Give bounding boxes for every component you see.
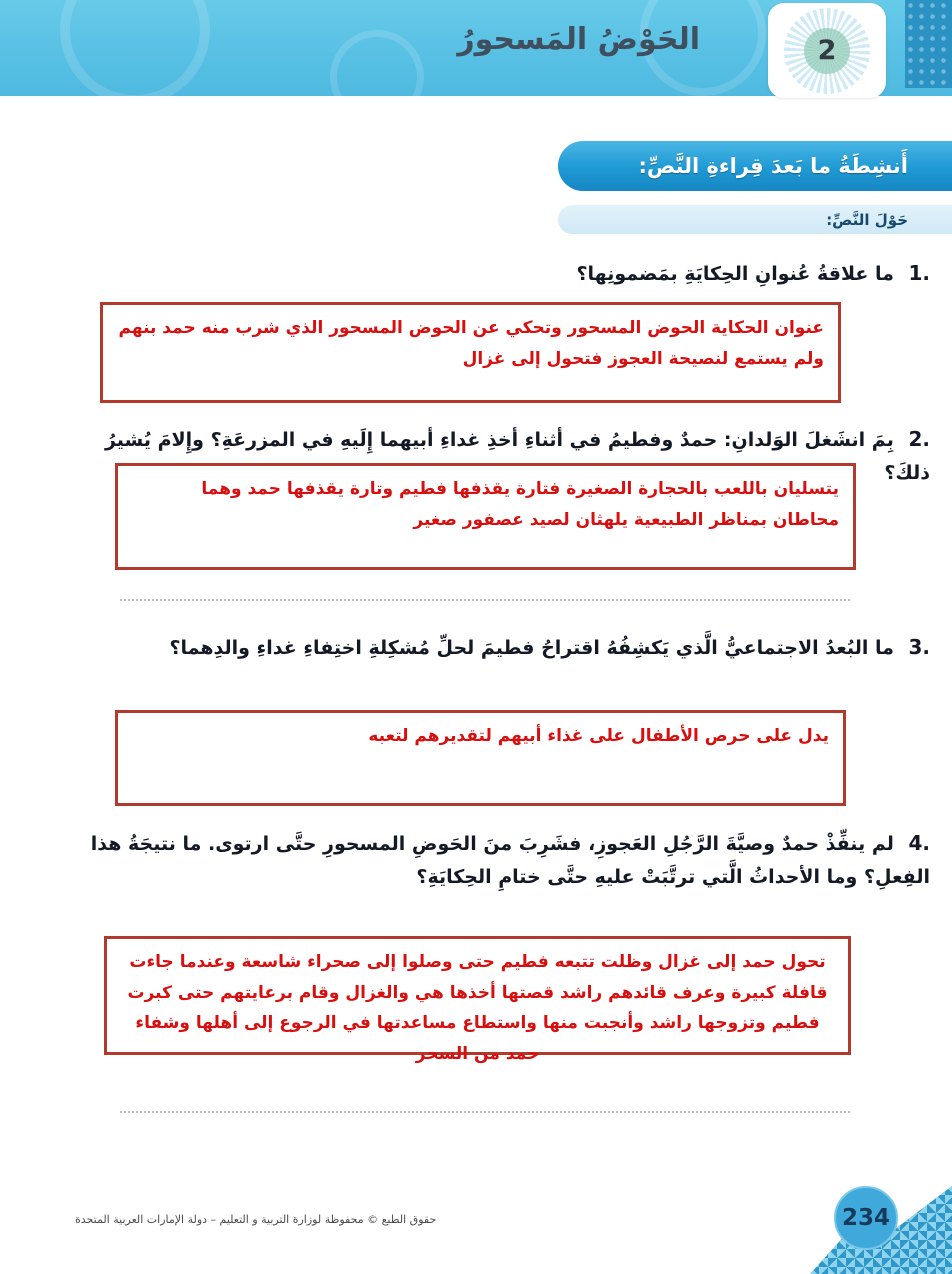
activities-banner-label: أَنشِطَةُ ما بَعدَ قِراءةِ النَّصِّ: bbox=[638, 154, 908, 178]
about-text-label: حَوْلَ النَّصِّ: bbox=[826, 210, 908, 229]
question-3 bbox=[58, 630, 930, 665]
answer-box-1 bbox=[100, 302, 841, 403]
question-number: 4. bbox=[908, 831, 930, 855]
lesson-number-badge bbox=[768, 3, 886, 98]
page-number-badge bbox=[834, 1186, 898, 1250]
question-number: 3. bbox=[908, 635, 930, 659]
answer-box-2 bbox=[115, 463, 856, 570]
answer-box-3 bbox=[115, 710, 846, 806]
answer-box-4 bbox=[104, 936, 851, 1064]
question-number: 1. bbox=[908, 261, 930, 285]
about-text-bar bbox=[558, 205, 952, 234]
question-text: بِمَ انشَغلَ الوَلدانِ: حمدٌ وفطيمُ في أثناءِ أخذِ غداءِ أبيهما إِلَيهِ في المزرعَةِ؟ وإِلامَ يُشيرُ ذلكَ؟ bbox=[104, 429, 930, 485]
answer-text: عنوان الحكاية الحوض المسحور وتحكي عن الحوض المسحور الذي شرب منه حمد بنهم ولم يستمع لنصيحة العجوز فتحول إلى غزال bbox=[118, 318, 824, 369]
question-text: لم ينفِّذْ حمدٌ وصيَّةَ الرَّجُلِ العَجوزِ، فشَرِبَ منَ الحَوضِ المسحورِ حتَّى ارتوى. ما نتيجَةُ هذا الفِعلِ؟ وما الأحداثُ الَّتي ترتَّبَتْ عليهِ حتَّى ختامِ الحِكايَةِ؟ bbox=[90, 833, 930, 889]
answer-text: يتسليان باللعب بالحجارة الصغيرة فتارة يقذفها فطيم وتارة يقذفها حمد وهما محاطان بمناظر الطبيعية يلهثان لصيد عصفور صغير bbox=[201, 479, 839, 530]
question-1 bbox=[58, 256, 930, 291]
lesson-number-circle bbox=[804, 28, 850, 74]
answer-text: تحول حمد إلى غزال وظلت تتبعه فطيم حتى وصلوا إلى صحراء شاسعة وعندما جاءت قافلة كبيرة وعرف قائدهم راشد قصتها أخذها هي والغزال وقام برعايتهم حتى كبرت فطيم وتزوجها راشد وأنجبت منها واستطاع مساعدتها في الرجوع إلى أهلها وشفاء حمد من السحر bbox=[127, 952, 828, 1064]
activities-banner bbox=[558, 141, 952, 191]
page-title: الحَوْضُ المَسحورُ bbox=[457, 22, 700, 57]
question-4 bbox=[58, 826, 930, 895]
ring-decoration bbox=[60, 0, 210, 105]
question-text: ما علاقةُ عُنوانِ الحِكايَةِ بمَضمونِها؟ bbox=[576, 263, 894, 285]
page-number: 234 bbox=[841, 1205, 890, 1231]
sunburst-decoration bbox=[784, 8, 870, 94]
copyright-notice: حقوق الطبع © محفوظة لوزارة التربية و التعليم – دولة الإمارات العربية المتحدة bbox=[75, 1213, 437, 1226]
corner-pattern-top bbox=[905, 0, 952, 88]
lesson-number: 2 bbox=[817, 35, 837, 66]
answer-text: يدل على حرص الأطفال على غذاء أبيهم لتقديرهم لتعبه bbox=[368, 726, 829, 746]
question-text: ما البُعدُ الاجتماعيُّ الَّذي يَكشِفُهُ اقتراحُ فطيمَ لحلِّ مُشكِلةِ اختِفاءِ غداءِ والدِهما؟ bbox=[169, 637, 894, 659]
question-number: 2. bbox=[908, 427, 930, 451]
ring-decoration bbox=[330, 30, 424, 124]
dotted-divider bbox=[120, 599, 850, 601]
dotted-divider bbox=[120, 1111, 850, 1113]
